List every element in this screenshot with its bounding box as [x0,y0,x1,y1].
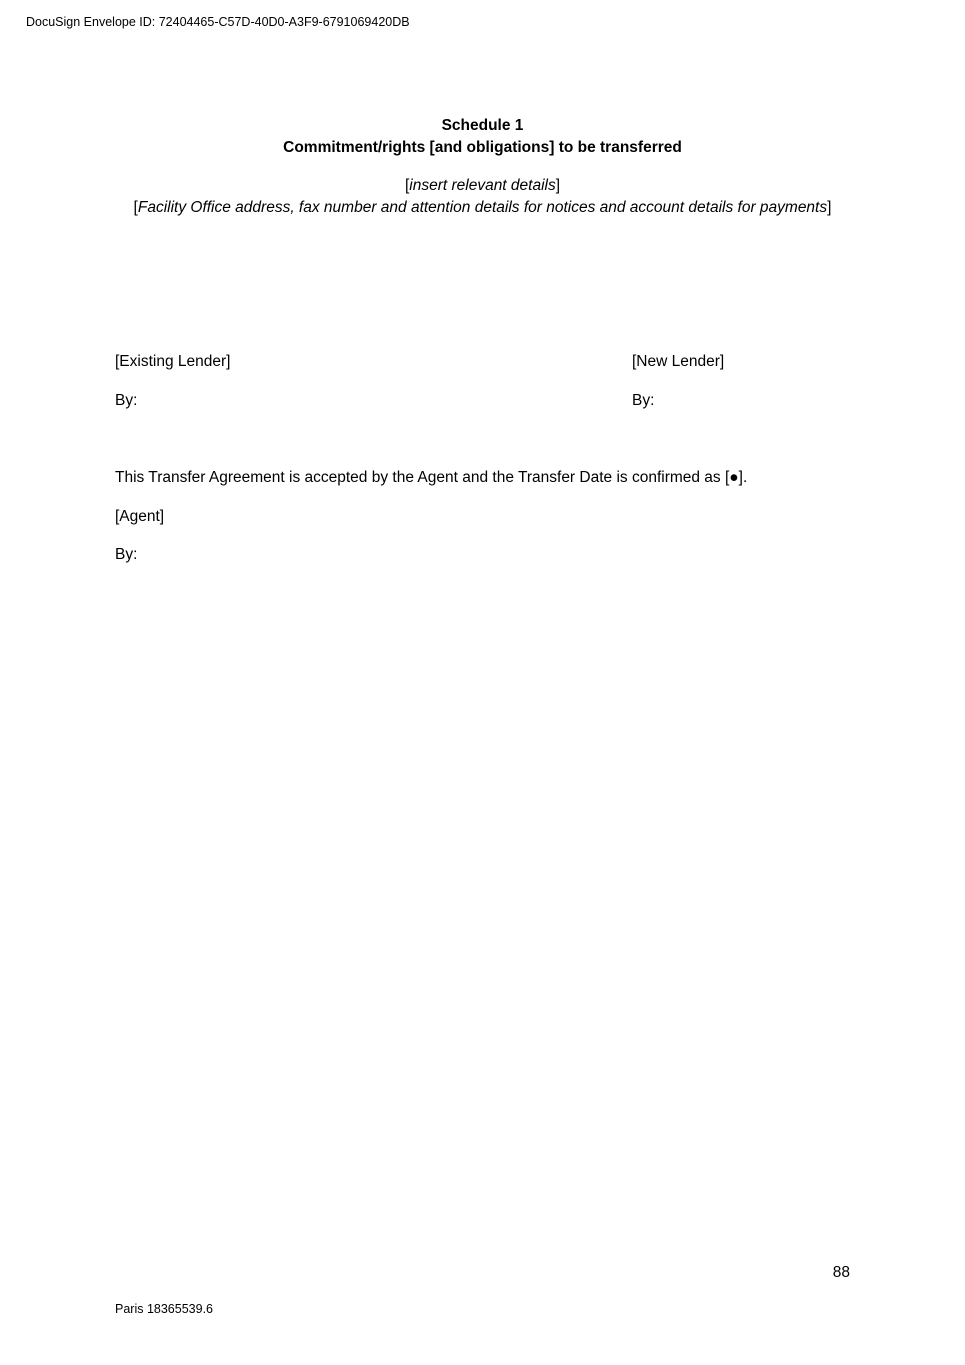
relevant-details-text: insert relevant details [409,177,556,194]
schedule-details [0,175,965,219]
new-lender-label: [New Lender] [632,353,725,370]
bracket-close: ] [555,177,561,194]
schedule-title: Schedule 1 [441,117,524,134]
schedule-subtitle: Commitment/rights [and obligations] to be transferred [283,139,682,156]
existing-lender-by: By: [115,392,138,409]
agent-label: [Agent] [115,508,165,525]
docusign-envelope-id: DocuSign Envelope ID: 72404465-C57D-40D0-A3F9-6791069420DB [26,15,410,29]
facility-office-text: Facility Office address, fax number and attention details for notices and account details for payments [137,199,828,216]
relevant-details-line [0,175,965,197]
new-lender-by: By: [632,392,655,409]
bracket-close: ] [827,199,832,216]
document-reference: Paris 18365539.6 [115,1302,213,1316]
agent-by: By: [115,546,138,563]
page-number: 88 [832,1264,850,1281]
facility-office-line [0,197,965,219]
existing-lender-label: [Existing Lender] [115,353,231,370]
acceptance-statement: This Transfer Agreement is accepted by the Agent and the Transfer Date is confirmed as [●]. [115,469,748,486]
bracket-open: [ [133,199,138,216]
schedule-heading [0,115,965,159]
bracket-open: [ [404,177,410,194]
